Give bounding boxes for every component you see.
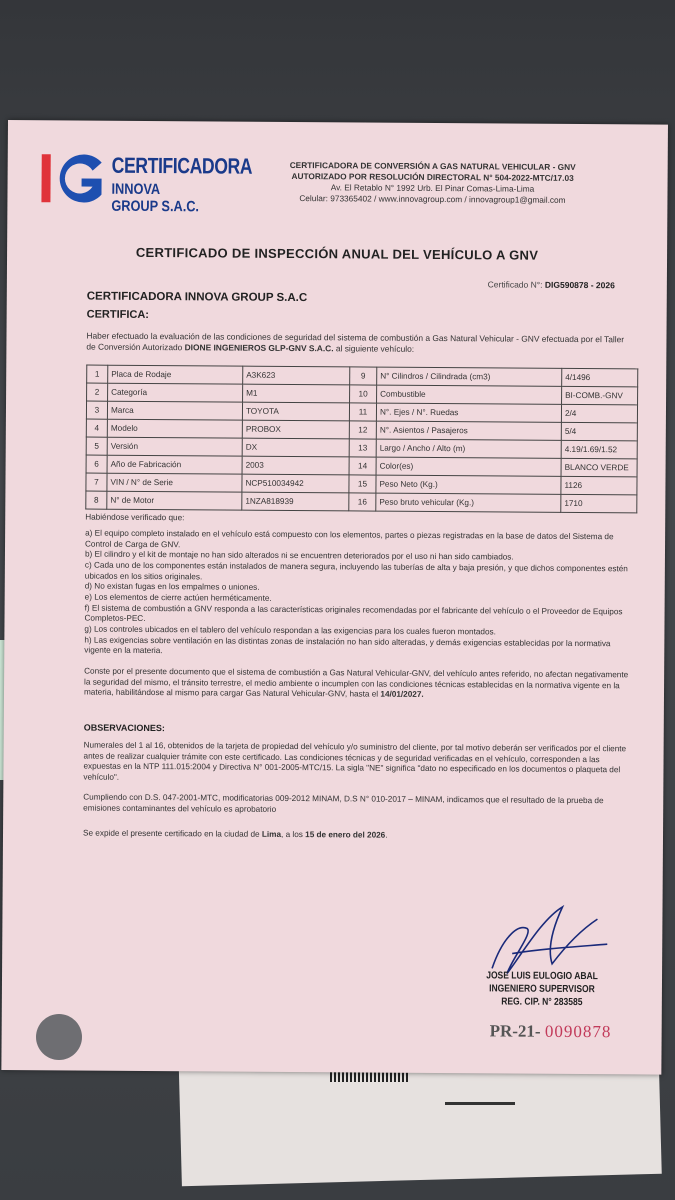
- certificate-number-value: DIG590878 - 2026: [544, 279, 615, 291]
- check-item: b) El cilindro y el kit de montaje no han sido alterados ni se encuentren deteriorados por el uso ni han sido cambiados.: [84, 549, 514, 562]
- vehicle-table-cell: Marca: [107, 401, 242, 420]
- vehicle-table-cell: TOYOTA: [242, 402, 349, 421]
- observaciones-p1: Numerales del 1 al 16, obtenidos de la tarjeta de propiedad del vehículo y/o suministro del cliente, por tal motivo deberán ser verificados por el cliente antes de realizar cualquier trámite con este certificado. Las condiciones técnicas y de seguridad verificadas en el vehículo, corresponden a las expuestas en la NTP 111.015:2004 y Directiva N° 001-2005-MTC/15. La sigla "NE" significa "dato no especificado en los documentos o plaqueta del vehículo".: [83, 740, 627, 782]
- certificate-page: [1, 120, 668, 1075]
- vehicle-table-cell: 1: [87, 365, 108, 383]
- vehicle-table-cell: PROBOX: [242, 420, 349, 439]
- checks-list: [84, 529, 630, 661]
- conste-paragraph: [84, 667, 629, 703]
- expide-middle: , a los: [281, 829, 306, 840]
- serial-prefix: PR-21-: [489, 1021, 541, 1041]
- check-item: g) Los controles ubicados en el tablero del vehículo respondan a las exigencias para los cuales fueron montados.: [84, 624, 496, 637]
- expide-city: Lima: [261, 829, 282, 839]
- serial-number: [490, 1021, 612, 1042]
- check-item: d) No existan fugas en los empalmes o uniones.: [84, 581, 260, 593]
- intro-paragraph: [86, 331, 626, 356]
- check-item: c) Cada uno de los componentes están instalados de manera segura, incluyendo las tuberías de alta y baja presión, y que dichos componentes estén ubicados en los sitios originales.: [84, 560, 628, 581]
- vehicle-table-cell: Peso bruto vehicular (Kg.): [376, 493, 561, 512]
- logo-line1: CERTIFICADORA: [111, 152, 253, 179]
- vehicle-table-cell: 1NZA818939: [242, 492, 349, 511]
- vehicle-table-cell: 14: [349, 457, 376, 475]
- vehicle-table-cell: 3: [86, 401, 107, 419]
- vehicle-table-cell: 4: [86, 419, 107, 437]
- signatory-role: INGENIERO SUPERVISOR: [489, 983, 595, 996]
- vehicle-table-cell: Combustible: [377, 385, 562, 404]
- check-item: f) El sistema de combustión a GNV responda a las características originales recomendadas por el fabricante del vehículo o el Proveedor de Equipos Completos-PEC.: [84, 603, 623, 624]
- vehicle-table-cell: Placa de Rodaje: [108, 365, 243, 384]
- vehicle-table-cell: VIN / N° de Serie: [107, 473, 242, 492]
- intro-taller: DIONE INGENIEROS GLP-GNV S.A.C.: [184, 341, 334, 354]
- vehicle-table-cell: 11: [349, 403, 376, 421]
- check-item: e) Los elementos de cierre actúen herméticamente.: [84, 592, 272, 603]
- vehicle-table-cell: 10: [350, 385, 377, 403]
- ig-logo-icon: [39, 148, 109, 208]
- logo-line2: INNOVA GROUP S.A.C.: [111, 180, 200, 216]
- vehicle-table-cell: 4.19/1.69/1.52: [561, 440, 637, 459]
- finger-thumb: [36, 1014, 82, 1060]
- signatory-reg: REG. CIP. N° 283585: [501, 996, 583, 1009]
- vehicle-table: [85, 365, 638, 514]
- vehicle-table-cell: 9: [350, 367, 377, 385]
- vehicle-table-row: [86, 491, 637, 513]
- document-title: CERTIFICADO DE INSPECCIÓN ANUAL DEL VEHÍCULO A GNV: [135, 244, 539, 263]
- vehicle-table-cell: Año de Fabricación: [107, 455, 242, 474]
- company-logo: [39, 148, 253, 216]
- header-info: [277, 160, 587, 206]
- signatory-block: [457, 969, 627, 1009]
- certificate-number: [387, 279, 615, 291]
- vehicle-table-cell: 6: [86, 455, 107, 473]
- conste-date: 14/01/2027.: [380, 689, 424, 700]
- vehicle-table-cell: 12: [349, 421, 376, 439]
- observaciones-title: OBSERVACIONES:: [83, 722, 165, 734]
- header-info-line2: AUTORIZADO POR RESOLUCIÓN DIRECTORAL N° 504-2022-MTC/17.03: [291, 170, 574, 183]
- vehicle-table-cell: 5: [86, 437, 107, 455]
- vehicle-table-cell: 5/4: [561, 422, 637, 441]
- vehicle-table-cell: M1: [243, 384, 350, 403]
- intro-text-end: al siguiente vehículo:: [333, 343, 415, 354]
- certifica-heading: CERTIFICA:: [86, 308, 150, 321]
- vehicle-table-cell: N°. Asientos / Pasajeros: [376, 421, 561, 440]
- vehicle-table-cell: 2: [87, 383, 108, 401]
- vehicle-table-cell: 7: [86, 473, 107, 491]
- vehicle-table-cell: 8: [86, 491, 107, 509]
- vehicle-table-cell: A3K623: [243, 366, 350, 385]
- vehicle-table-cell: 1710: [561, 494, 637, 513]
- vehicle-table-cell: Modelo: [107, 419, 242, 438]
- check-item: h) Las exigencias sobre ventilación en las distintas zonas de instalación no han sido alteradas, y demás exigencias establecidas por la normativa vigente en la materia.: [84, 635, 611, 656]
- expide-suffix: .: [385, 830, 388, 840]
- observaciones-p2: Cumpliendo con D.S. 047-2001-MTC, modificatorias 009-2012 MINAM, D.S N° 010-2017 – MINAM, indicamos que el resultado de la prueba de emisiones contaminantes del vehículo es aprobatorio: [83, 792, 604, 814]
- vehicle-table-cell: Categoría: [108, 383, 243, 402]
- signatory-name: JOSE LUIS EULOGIO ABAL: [486, 970, 598, 983]
- header-info-line1: CERTIFICADORA DE CONVERSIÓN A GAS NATURAL VEHICULAR - GNV: [289, 159, 576, 172]
- expide-date: 15 de enero del 2026: [305, 830, 386, 840]
- vehicle-table-cell: Versión: [107, 437, 242, 456]
- vehicle-table-cell: 16: [349, 493, 376, 511]
- conste-text: Conste por el presente documento que el sistema de combustión a Gas Natural Vehicular-GNV, del vehículo antes referido, no afectan negativamente la seguridad del mismo, el tránsito terrestre, el medio ambiente o incumplen con las condiciones técnicas establecidas en la normativa vigente en la materia, habilitándose al mismo para cargar Gas Natural Vehicular-GNV, hasta el: [83, 666, 629, 699]
- expide-line: [83, 829, 628, 843]
- vehicle-table-cell: BLANCO VERDE: [561, 458, 637, 477]
- verified-intro: Habiéndose verificado que:: [85, 512, 185, 523]
- vehicle-table-cell: 1126: [561, 476, 637, 495]
- vehicle-table-cell: Largo / Ancho / Alto (m): [376, 439, 561, 458]
- vehicle-table-cell: DX: [242, 438, 349, 457]
- vehicle-table-cell: N° Cilindros / Cilindrada (cm3): [377, 367, 562, 386]
- header-info-line4: Celular: 973365402 / www.innovagroup.com / innovagroup1@gmail.com: [299, 192, 566, 205]
- vehicle-table-cell: 4/1496: [562, 368, 638, 387]
- vehicle-table-cell: 15: [349, 475, 376, 493]
- vehicle-table-cell: Color(es): [376, 457, 561, 476]
- vehicle-table-cell: BI-COMB.-GNV: [562, 386, 638, 405]
- vehicle-table-cell: N°. Ejes / N°. Ruedas: [376, 403, 561, 422]
- intro-text: Haber efectuado la evaluación de las condiciones de seguridad del sistema de combustión a Gas Natural Vehicular - GNV efectuada por el Taller de Conversión Autorizado: [86, 330, 625, 352]
- vehicle-table-cell: N° de Motor: [107, 491, 242, 510]
- vehicle-table-cell: 2003: [242, 456, 349, 475]
- check-item: a) El equipo completo instalado en el vehículo está compuesto con los elementos, partes o piezas registradas en la base de datos del Sistema de Control de Carga de GNV.: [85, 528, 614, 549]
- expide-prefix: Se expide el presente certificado en la ciudad de: [82, 828, 262, 839]
- certificate-number-label: Certificado N°:: [487, 279, 543, 290]
- vehicle-table-cell: 2/4: [561, 404, 637, 423]
- serial-value: 0090878: [544, 1021, 612, 1042]
- company-name: CERTIFICADORA INNOVA GROUP S.A.C: [86, 290, 308, 305]
- header-info-line3: Av. El Retablo N° 1992 Urb. El Pinar Comas-Lima-Lima: [330, 182, 535, 194]
- vehicle-table-cell: 13: [349, 439, 376, 457]
- vehicle-table-cell: NCP510034942: [242, 474, 349, 493]
- vehicle-table-cell: Peso Neto (Kg.): [376, 475, 561, 494]
